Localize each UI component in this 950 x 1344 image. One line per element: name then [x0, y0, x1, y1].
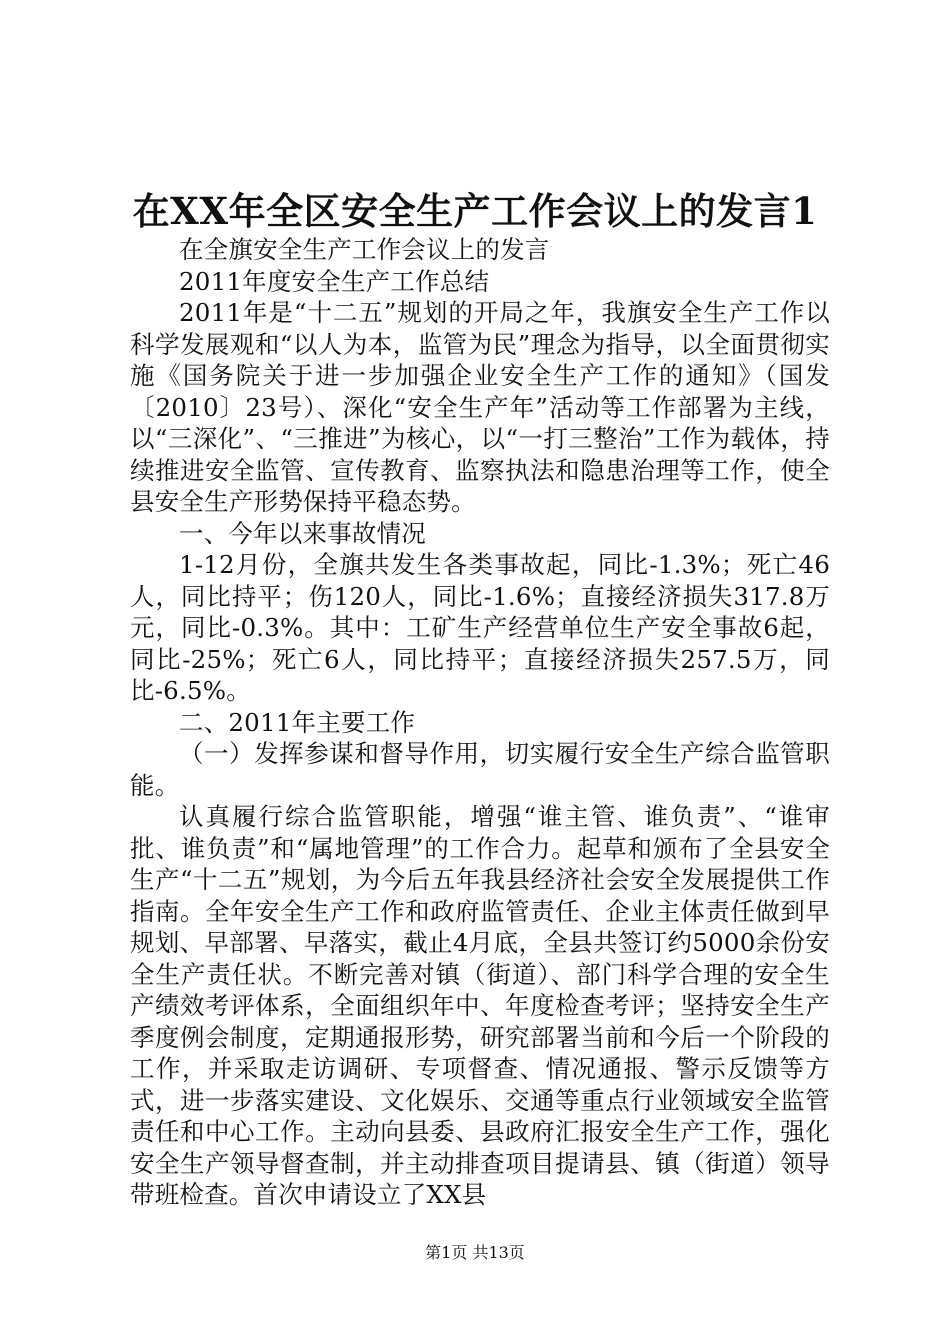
- paragraph-speech-heading: 在全旗安全生产工作会议上的发言: [179, 235, 550, 264]
- paragraph-supervision: 认真履行综合监管职能，增强“谁主管、谁负责”、“谁审批、谁负责”和“属地管理”的工作合力。起草和颁布了全县安全生产“十二五”规划，为今后五年我县经济社会安全发展提供工作指南。全年安全生产工作和政府监管责任、企业主体责任做到早规划、早部署、早落实，截止4月底，全县共签订约5000余份安全生产责任状。不断完善对镇（街道）、部门科学合理的安全生产绩效考评体系，全面组织年中、年度检查考评；坚持安全生产季度例会制度，定期通报形势，研究部署当前和今后一个阶段的工作，并采取走访调研、专项督查、情况通报、警示反馈等方式，进一步落实建设、文化娱乐、交通等重点行业领域安全监管责任和中心工作。主动向县委、县政府汇报安全生产工作，强化安全生产领导督查制，并主动排查项目提请县、镇（街道）领导带班检查。首次申请设立了XX县: [130, 802, 830, 1209]
- subsection-heading-1: （一）发挥参谋和督导作用，切实履行安全生产综合监管职能。: [130, 739, 830, 800]
- section-heading-main-work: 二、2011年主要工作: [179, 707, 416, 737]
- paragraph-accident-stats: 1-12月份，全旗共发生各类事故起，同比-1.3%；死亡46人，同比持平；伤120人，同比-1.6%；直接经济损失317.8万元，同比-0.3%。其中：工矿生产经营单位生产安全事故6起，同比-25%；死亡6人，同比持平；直接经济损失257.5万，同比-6.5%。: [130, 550, 830, 705]
- page-indicator: 第1页 共13页: [425, 1243, 525, 1262]
- section-heading-accidents: 一、今年以来事故情况: [179, 518, 426, 548]
- document-body: [130, 234, 830, 1211]
- paragraph-intro: 2011年是“十二五”规划的开局之年，我旗安全生产工作以科学发展观和“以人为本，监管为民”理念为指导，以全面贯彻实施《国务院关于进一步加强企业安全生产工作的通知》（国发〔2010〕23号）、深化“安全生产年”活动等工作部署为主线，以“三深化”、“三推进”为核心，以“一打三整治”工作为载体，持续推进安全监管、宣传教育、监察执法和隐患治理等工作，使全县安全生产形势保持平稳态势。: [130, 298, 830, 516]
- paragraph-summary-heading: 2011年度安全生产工作总结: [179, 266, 490, 296]
- document-title: 在XX年全区安全生产工作会议上的发言1: [132, 189, 818, 233]
